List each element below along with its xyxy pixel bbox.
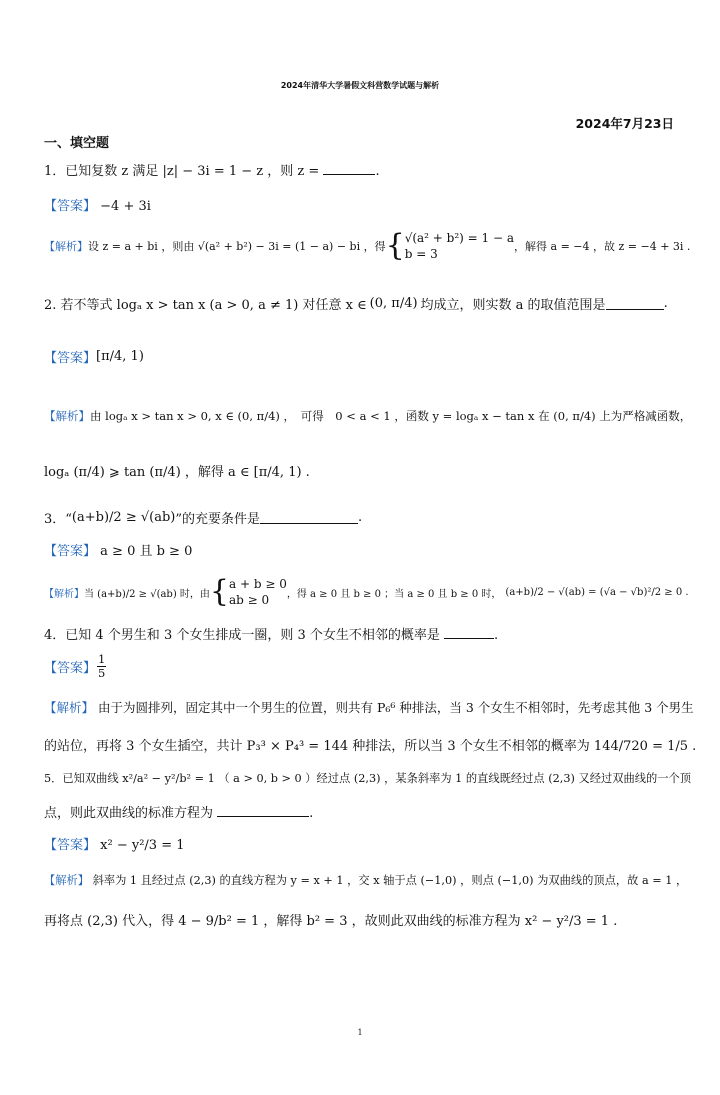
q5-analysis-a: 斜率为 1 且经过点 (2,3) 的直线方程为 y = x + 1 ，交 x 轴于点 (−1,0) ，则点 (−1,0) 为双曲线的顶点，故 a = 1 ， (92, 874, 688, 887)
q3-stem-a: 3．“ (44, 511, 72, 527)
q5-analysis-line1 (44, 872, 687, 888)
q2-stem-a: 2. 若不等式 logₐ x > tan x (a > 0, a ≠ 1) 对任意 x ∈ (44, 297, 367, 313)
q5-analysis-b: 再将点 (2,3) 代入，得 4 − 9/b² = 1 ，解得 b² = 3 ，故则此双曲线的标准方程为 x² − y²/3 = 1 . (44, 914, 618, 929)
section-heading: 一、填空题 (44, 136, 110, 151)
q5-analysis-line2 (44, 910, 617, 929)
answer-tag: 【答案】 (44, 660, 97, 676)
q3-analysis (44, 574, 689, 610)
q3-analysis-a: 当 (a+b)/2 ≥ √(ab) 时，由 (84, 588, 210, 600)
answer-tag: 【答案】 (44, 199, 97, 214)
q4-answer-denominator: 5 (98, 665, 106, 680)
q2-stem-b: 均成立，则实数 a 的取值范围是 (420, 297, 606, 313)
q5-stem-a: 5．已知双曲线 x²/a² − y²/b² = 1 （ a > 0, b > 0 ）经过点 (2,3) ，某条斜率为 1 的直线既经过点 (2,3) 又经过双曲线的一个顶 (44, 772, 691, 785)
q4-analysis-b: 的站位，再将 3 个女生插空，共计 P₃³ × P₄³ = 144 种排法，所以当 3 个女生不相邻的概率为 144/720 = 1/5 . (44, 739, 697, 754)
q2-analysis-line1 (44, 402, 691, 430)
analysis-tag: 【解析】 (44, 588, 84, 600)
page-number: 1 (357, 1028, 363, 1037)
q2-analysis-b: logₐ (π/4) ⩾ tan (π/4) ，解得 a ∈ [π/4, 1) . (44, 464, 310, 480)
q3-answer-line (44, 540, 192, 559)
q3-sys1: a + b ≥ 0 (229, 576, 287, 591)
q1-analysis (44, 228, 690, 264)
q4-analysis-line2 (44, 735, 696, 754)
q5-answer-line (44, 834, 185, 853)
q4-answer-line (44, 650, 107, 682)
q5-stem-b: 点，则此双曲线的标准方程为 (44, 806, 214, 821)
q1-answer-blank (323, 162, 375, 175)
q4-analysis-a: 由于为圆排列，固定其中一个男生的位置，则共有 P₆⁶ 种排法，当 3 个女生不相邻时，先考虑其他 3 个男生 (98, 700, 694, 715)
q3-analysis-b: ，得 a ≥ 0 且 b ≥ 0 ；当 a ≥ 0 且 b ≥ 0 时， (286, 588, 502, 600)
analysis-tag: 【解析】 (44, 700, 95, 715)
analysis-tag: 【解析】 (44, 874, 90, 887)
q5-stem-line1 (44, 770, 691, 786)
q2-answer-blank (606, 297, 664, 310)
q2-analysis-a: 由 logₐ x > tan x > 0, x ∈ (0, π/4) ， 可得 0 < a < 1 ，函数 y = logₐ x − tan x 在 (0, π/4) 上为严格减函数， (90, 409, 692, 423)
answer-tag: 【答案】 (44, 544, 97, 559)
analysis-tag: 【解析】 (44, 409, 90, 423)
q2-answer: [π/4, 1) (96, 348, 144, 364)
q1-sys1: √(a² + b²) = 1 − a (404, 230, 515, 245)
q3-stem: 3．“ (a+b)/2 ≥ √(ab) ”的充要条件是 . (44, 509, 363, 527)
q1-stem: 1．已知复数 z 满足 |z| − 3i = 1 − z ，则 z = . (44, 164, 380, 179)
page-title: 2024年清华大学暑假文科营数学试题与解析 (280, 81, 440, 90)
q4-stem: 4．已知 4 个男生和 3 个女生排成一圈，则 3 个女生不相邻的概率是 . (44, 628, 499, 643)
q1-equation-system (405, 230, 514, 262)
q3-answer: a ≥ 0 且 b ≥ 0 (100, 544, 193, 559)
q3-sys2: ab ≥ 0 (229, 593, 270, 607)
q1-sys2: b = 3 (404, 247, 438, 261)
q2-stem: 2. 若不等式 logₐ x > tan x (a > 0, a ≠ 1) 对任意 x ∈ (0, π/4) 均成立，则实数 a 的取值范围是 . (44, 295, 668, 313)
q1-analysis-a: 设 z = a + bi ，则由 √(a² + b²) − 3i = (1 − a) − bi ，得 (88, 240, 386, 253)
q2-answer-line (44, 342, 144, 370)
q3-stem-b: ”的充要条件是 (175, 511, 260, 527)
answer-tag: 【答案】 (44, 350, 97, 366)
q3-inequality-system (229, 576, 287, 608)
answer-tag: 【答案】 (44, 838, 97, 853)
q4-stem-text: 4．已知 4 个男生和 3 个女生排成一圈，则 3 个女生不相邻的概率是 (44, 628, 440, 643)
q5-answer: x² − y²/3 = 1 (100, 838, 185, 853)
q1-stem-text: 1．已知复数 z 满足 |z| − 3i = 1 − z ，则 z = (44, 164, 320, 179)
q3-answer-blank (260, 511, 358, 524)
q4-answer-blank (444, 626, 494, 639)
q2-analysis-line2 (44, 456, 310, 484)
q1-analysis-b: ，解得 a = −4 ，故 z = −4 + 3i . (514, 240, 691, 253)
q4-analysis-line1 (44, 698, 694, 716)
exam-date: 2024年7月23日 (575, 116, 674, 131)
q3-analysis-c: (a+b)/2 − √(ab) = (√a − √b)²/2 ≥ 0 . (505, 586, 689, 598)
q1-answer-line (44, 195, 151, 214)
q2-interval: (0, π/4) (369, 295, 418, 311)
q1-answer: −4 + 3i (100, 199, 151, 214)
q5-answer-blank (217, 804, 309, 817)
q4-answer-numerator: 1 (98, 652, 106, 667)
q3-expr: (a+b)/2 ≥ √(ab) (71, 509, 176, 525)
left-brace-icon: { (385, 228, 405, 263)
left-brace-icon: { (209, 574, 230, 609)
q4-answer-fraction (97, 653, 106, 678)
analysis-tag: 【解析】 (44, 240, 88, 253)
q5-stem-line2: 点，则此双曲线的标准方程为 . (44, 806, 314, 821)
